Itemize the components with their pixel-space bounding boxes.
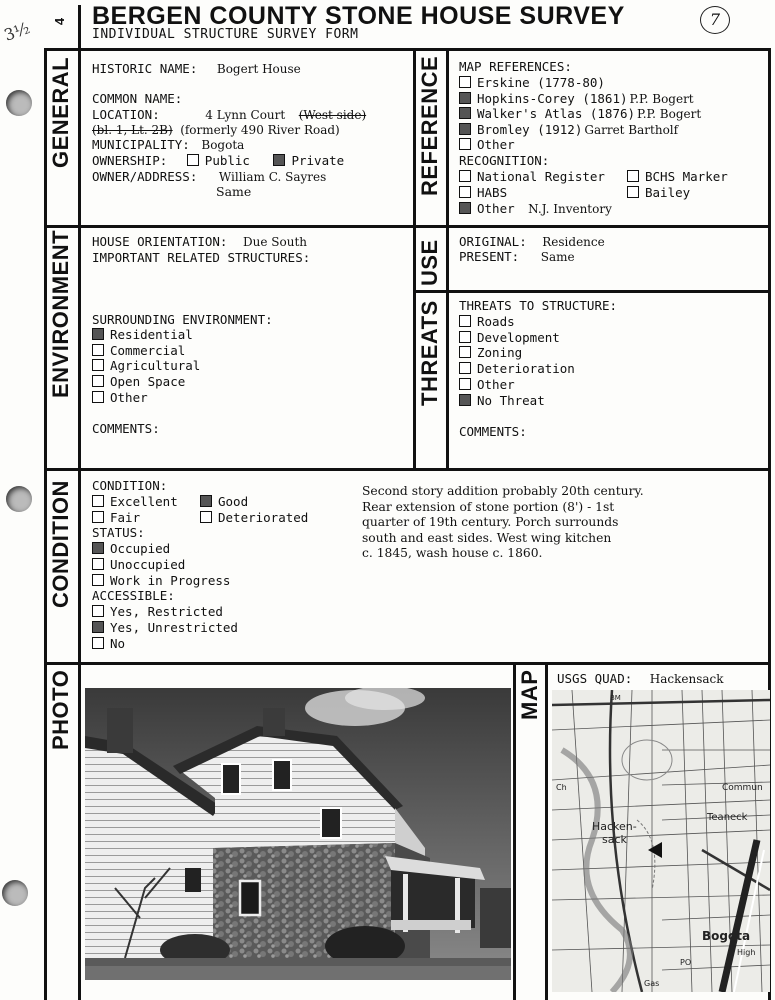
section-photo: PHOTO	[48, 669, 73, 750]
threat-development-row	[459, 330, 560, 345]
env-residential-label: Residential	[110, 327, 193, 342]
section-environment: ENVIRONMENT	[48, 229, 73, 398]
env-other-label: Other	[110, 389, 148, 405]
work-in-progress-label: Work in Progress	[110, 573, 231, 588]
deteriorated-label: Deteriorated	[218, 510, 309, 525]
checkbox-public[interactable]	[187, 154, 199, 166]
owner-address: Same	[216, 184, 252, 199]
usgs-quad-value: Hackensack	[649, 672, 724, 686]
public-label: Public	[204, 153, 250, 168]
map-label-commun: Commun	[722, 783, 763, 793]
threat-other-row	[459, 377, 515, 392]
owner-row	[92, 169, 326, 185]
section-reference: REFERENCE	[417, 55, 442, 196]
checkbox-map-ref-erskine[interactable]	[459, 76, 471, 88]
unoccupied-row	[92, 557, 185, 572]
checkbox-occupied[interactable]	[92, 542, 104, 554]
env-commercial-row	[92, 343, 185, 358]
present-use-row	[459, 249, 575, 265]
condition-narrative	[362, 484, 644, 562]
map-ref-walker-s-note: P.P. Bogert	[637, 107, 702, 121]
map-ref-hopkins-corey-row	[459, 91, 694, 107]
env-residential-row	[92, 327, 193, 342]
usgs-quad-row	[557, 671, 724, 687]
environment-comments-label: COMMENTS:	[92, 421, 160, 436]
excellent-label: Excellent	[110, 494, 178, 509]
divider	[545, 662, 548, 1000]
left-border	[44, 48, 47, 1000]
location-formerly: (formerly 490 River Road)	[180, 123, 340, 137]
bchs-marker-label: BCHS Marker	[645, 169, 728, 184]
recognition-other-note: N.J. Inventory	[528, 202, 612, 216]
habs-row	[459, 185, 507, 200]
map-ref-erskine-row	[459, 75, 605, 90]
map-label-teaneck: Teaneck	[707, 812, 748, 823]
deteriorated-row	[200, 510, 308, 525]
present-use-label: PRESENT:	[459, 249, 520, 264]
threat-development-label: Development	[477, 329, 560, 345]
related-structures-label: IMPORTANT RELATED STRUCTURES:	[92, 250, 311, 265]
map-label-bm: BM	[610, 694, 621, 702]
map-ref-walker-s-row	[459, 106, 701, 122]
map-label-hacken: Hacken-	[592, 820, 637, 833]
section-general: GENERAL	[48, 56, 73, 168]
threats-label: THREATS TO STRUCTURE:	[459, 298, 618, 313]
original-use-value: Residence	[542, 235, 605, 249]
map-ref-bromley-label: Bromley (1912)	[477, 121, 583, 137]
checkbox-env-commercial[interactable]	[92, 344, 104, 356]
occupied-row	[92, 541, 170, 556]
map-ref-hopkins-corey-note: P.P. Bogert	[629, 91, 694, 106]
form-subtitle: INDIVIDUAL STRUCTURE SURVEY FORM	[92, 27, 359, 42]
checkbox-map-ref-bromley[interactable]	[459, 123, 471, 135]
narrative-line: south and east sides. West wing kitchen	[362, 530, 612, 545]
no-label: No	[110, 636, 126, 651]
divider	[44, 48, 771, 51]
checkbox-threat-roads[interactable]	[459, 315, 471, 327]
map-ref-hopkins-corey-label: Hopkins-Corey (1861)	[477, 90, 628, 106]
occupied-label: Occupied	[110, 541, 171, 556]
form-number	[700, 6, 730, 34]
checkbox-no[interactable]	[92, 637, 104, 649]
owner-name: William C. Sayres	[218, 170, 327, 184]
env-commercial-label: Commercial	[110, 342, 186, 358]
location-row	[92, 107, 366, 123]
checkbox-bchs-marker[interactable]	[627, 170, 639, 182]
section-map: MAP	[517, 669, 542, 720]
page-title: BERGEN COUNTY STONE HOUSE SURVEY	[92, 2, 625, 30]
map-label-ch: Ch	[556, 783, 567, 792]
form-number-text: 7	[709, 10, 721, 29]
map-ref-erskine-label: Erskine (1778-80)	[477, 75, 605, 90]
ownership-row	[92, 153, 344, 168]
recognition-label: RECOGNITION:	[459, 153, 550, 168]
map-ref-other-label: Other	[477, 137, 515, 152]
threat-roads-label: Roads	[477, 314, 515, 329]
location-map	[552, 690, 770, 992]
orientation-label: HOUSE ORIENTATION:	[92, 234, 228, 249]
threat-no-threat-row	[459, 393, 545, 408]
orientation-row	[92, 234, 307, 250]
present-use-value: Same	[540, 250, 575, 264]
owner-label: OWNER/ADDRESS:	[92, 169, 198, 184]
fair-row	[92, 510, 140, 525]
location-value: 4 Lynn Court	[205, 108, 286, 122]
map-label-bogota: Bogota	[702, 929, 751, 943]
checkbox-good[interactable]	[200, 495, 212, 507]
checkbox-map-ref-hopkins-corey[interactable]	[459, 92, 471, 104]
recognition-other-row	[459, 201, 612, 217]
bchs-marker-row	[627, 169, 728, 184]
env-agricultural-label: Agricultural	[110, 358, 201, 374]
section-column-line	[78, 5, 81, 1000]
status-label: STATUS:	[92, 525, 145, 540]
divider	[413, 48, 416, 470]
location-struck: (West side)	[298, 108, 367, 122]
map-label-po: PO	[680, 958, 692, 967]
env-open-space-row	[92, 374, 185, 389]
checkbox-threat-zoning[interactable]	[459, 346, 471, 358]
private-label: Private	[291, 153, 345, 168]
usgs-quad-label: USGS QUAD:	[557, 671, 633, 686]
yes-restricted-row	[92, 604, 223, 619]
map-ref-bromley-note: Garret Bartholf	[584, 122, 679, 137]
checkbox-habs[interactable]	[459, 186, 471, 198]
no-row	[92, 636, 125, 651]
checkbox-excellent[interactable]	[92, 495, 104, 507]
threat-deterioration-label: Deterioration	[477, 361, 575, 377]
location-row-2	[92, 122, 340, 138]
yes-unrestricted-label: Yes, Unrestricted	[110, 620, 238, 635]
municipality-label: MUNICIPALITY:	[92, 137, 190, 152]
checkbox-national-register[interactable]	[459, 170, 471, 182]
work-in-progress-row	[92, 573, 230, 588]
checkbox-threat-development[interactable]	[459, 331, 471, 343]
historic-name-row	[92, 61, 301, 77]
divider	[414, 290, 771, 293]
checkbox-deteriorated[interactable]	[200, 511, 212, 523]
narrative-line: c. 1845, wash house c. 1860.	[362, 546, 543, 560]
checkbox-env-open-space[interactable]	[92, 375, 104, 387]
narrative-line: Second story addition probably 20th century.	[362, 484, 644, 498]
threat-other-label: Other	[477, 376, 515, 392]
recognition-other-label: Other	[477, 201, 515, 216]
ownership-label: OWNERSHIP:	[92, 153, 168, 168]
narrative-line: Rear extension of stone portion (8') - 1st	[362, 499, 615, 514]
bailey-row	[627, 185, 690, 200]
checkbox-env-other[interactable]	[92, 391, 104, 403]
checkbox-threat-no-threat[interactable]	[459, 394, 471, 406]
house-photo	[85, 688, 511, 980]
location-label: LOCATION:	[92, 107, 160, 122]
good-row	[200, 494, 248, 509]
punch-hole	[6, 90, 32, 116]
section-use: USE	[417, 239, 442, 286]
habs-label: HABS	[477, 185, 508, 200]
checkbox-map-ref-other[interactable]	[459, 138, 471, 150]
side-number: 4	[52, 17, 68, 26]
divider	[44, 225, 771, 228]
section-condition: CONDITION	[48, 480, 73, 608]
historic-name-value: Bogert House	[216, 62, 301, 76]
location-block-lot: (bl. 1, Lt. 2B)	[92, 123, 173, 137]
historic-name-label: HISTORIC NAME:	[92, 61, 198, 76]
checkbox-env-agricultural[interactable]	[92, 359, 104, 371]
divider	[446, 48, 449, 470]
original-use-row	[459, 234, 605, 250]
original-use-label: ORIGINAL:	[459, 234, 527, 249]
unoccupied-label: Unoccupied	[110, 557, 186, 572]
map-label-high: High	[737, 948, 756, 957]
checkbox-private[interactable]	[273, 154, 285, 166]
env-agricultural-row	[92, 358, 200, 373]
map-references-label: MAP REFERENCES:	[459, 59, 572, 74]
map-graphic	[552, 690, 770, 992]
env-open-space-label: Open Space	[110, 374, 186, 390]
bailey-label: Bailey	[645, 185, 691, 200]
yes-unrestricted-row	[92, 620, 238, 635]
condition-label: CONDITION:	[92, 478, 168, 493]
margin-note: 3½	[1, 18, 33, 45]
checkbox-unoccupied[interactable]	[92, 558, 104, 570]
orientation-value: Due South	[243, 235, 307, 249]
national-register-label: National Register	[477, 169, 605, 184]
common-name-label: COMMON NAME:	[92, 91, 183, 106]
divider	[44, 662, 771, 665]
divider	[513, 662, 516, 1000]
good-label: Good	[218, 494, 249, 509]
section-threats: THREATS	[417, 300, 442, 406]
checkbox-threat-deterioration[interactable]	[459, 362, 471, 374]
threat-zoning-row	[459, 345, 522, 360]
threats-comments-label: COMMENTS:	[459, 424, 527, 439]
threat-no-threat-label: No Threat	[477, 392, 545, 408]
municipality-value: Bogota	[201, 138, 245, 152]
checkbox-map-ref-walker-s[interactable]	[459, 107, 471, 119]
map-label-sack: sack	[602, 833, 627, 846]
checkbox-env-residential[interactable]	[92, 328, 104, 340]
punch-hole	[2, 880, 28, 906]
checkbox-yes-restricted[interactable]	[92, 605, 104, 617]
checkbox-bailey[interactable]	[627, 186, 639, 198]
map-ref-walker-s-label: Walker's Atlas (1876)	[477, 106, 636, 121]
checkbox-yes-unrestricted[interactable]	[92, 621, 104, 633]
excellent-row	[92, 494, 178, 509]
threat-zoning-label: Zoning	[477, 345, 523, 361]
checkbox-recognition-other[interactable]	[459, 202, 471, 214]
national-register-row	[459, 169, 605, 184]
house-photo-graphic	[85, 688, 511, 980]
accessible-label: ACCESSIBLE:	[92, 588, 175, 603]
threat-roads-row	[459, 314, 515, 329]
checkbox-work-in-progress[interactable]	[92, 574, 104, 586]
divider	[44, 468, 771, 471]
map-label-gas: Gas	[644, 979, 660, 988]
surrounding-label: SURROUNDING ENVIRONMENT:	[92, 312, 273, 327]
yes-restricted-label: Yes, Restricted	[110, 604, 223, 619]
env-other-row	[92, 390, 148, 405]
fair-label: Fair	[110, 510, 141, 525]
municipality-row	[92, 137, 244, 153]
threat-deterioration-row	[459, 361, 575, 376]
checkbox-fair[interactable]	[92, 511, 104, 523]
narrative-line: quarter of 19th century. Porch surrounds	[362, 515, 619, 529]
checkbox-threat-other[interactable]	[459, 378, 471, 390]
punch-hole	[6, 486, 32, 512]
map-ref-other-row	[459, 137, 515, 152]
map-ref-bromley-row	[459, 122, 678, 138]
